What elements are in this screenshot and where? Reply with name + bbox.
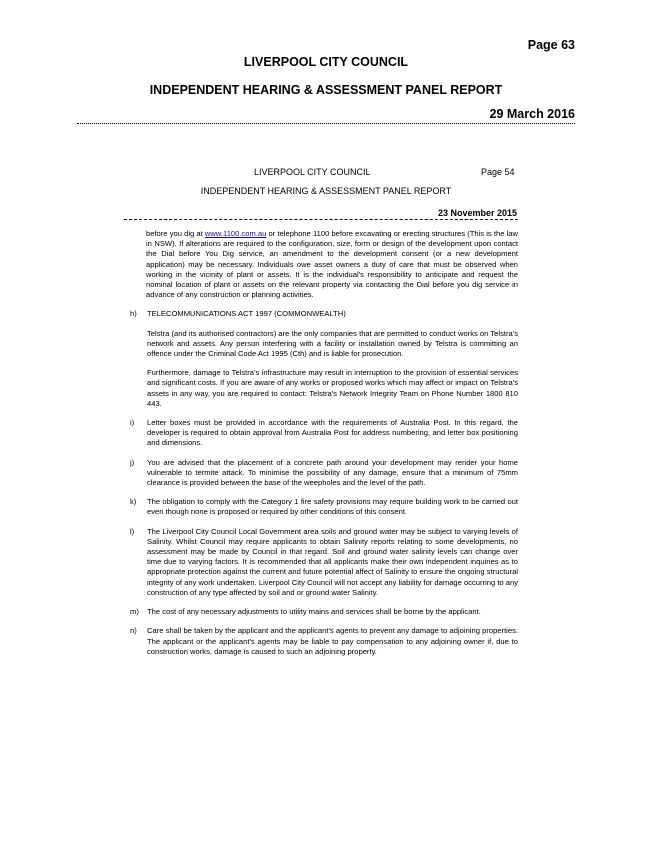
item-marker: m) xyxy=(130,607,139,617)
list-item xyxy=(136,368,518,409)
continuation-text-start: before you dig at xyxy=(146,229,205,238)
list-item xyxy=(130,497,518,517)
item-text: The cost of any necessary adjustments to utility mains and services shall be borne by the applicant. xyxy=(147,607,481,617)
item-text: Furthermore, damage to Telstra's infrastructure may result in interruption to the provision of essential services and significant costs. If you are aware of any works or proposed works which may affect or impact on Telstra's assets in any way, you are required to contact: Telstra's Network Integrity Team on Phone Number 1800 810 443. xyxy=(147,368,518,408)
dial-before-you-dig-link[interactable]: www.1100.com.au xyxy=(204,229,267,238)
item-marker: n) xyxy=(130,626,137,636)
list-item xyxy=(130,526,519,598)
inner-divider xyxy=(124,219,518,220)
item-text: Letter boxes must be provided in accordance with the requirements of Australia Post. In this regard, the developer is required to obtain approval from Australia Post for address numbering, and letter box positioning and dimensions. xyxy=(147,418,518,448)
item-text: Care shall be taken by the applicant and the applicant's agents to prevent any damage to adjoining properties. The applicant or the applicant's agents may be liable to pay compensation to any adjoining owner if, due to construction works, damage is caused to such an adjoining property. xyxy=(147,626,518,656)
item-marker xyxy=(130,329,147,360)
item-marker: l) xyxy=(130,526,135,536)
inner-page-number: Page 54 xyxy=(481,167,515,177)
inner-council-heading: LIVERPOOL CITY COUNCIL xyxy=(254,167,371,177)
item-text: The Liverpool City Council Local Government area soils and ground water may be subject to varying levels of Salinity. Whilst Council may require applicants to obtain Salinity reports relating to some developments, no assessment may be made by Council in that regard. Soil and ground water salinity levels can change over time due to varying factors. It is recommended that all applicants make their own independent inquiries as to appropriate protection against the current and future potential affect of Salinity to ensure the ongoing structural integrity of any work undertaken. Liverpool City Council will not accept any liability for damage occurring to any construction of any type affected by soil and or ground water Salinity. xyxy=(147,526,519,597)
outer-report-title: INDEPENDENT HEARING & ASSESSMENT PANEL REPORT xyxy=(149,83,503,97)
continuation-text-end: or telephone 1100 before excavating or erecting structures (This is the law in NSW). If alterations are required to the configuration, size, form or design of the development upon contact the Dial before You Dig service, an amendment to the development consent (or a new development application) may be necessary. Individuals owe asset owners a duty of care that must be observed when working in the vicinity of plant or assets. It is the individual's responsibility to anticipate and request the nominal location of plant or assets on the relevant property via contacting the Dial before you dig service in advance of any construction or planning activities. xyxy=(146,229,518,300)
item-marker: k) xyxy=(130,497,137,507)
item-marker xyxy=(130,368,147,409)
item-marker: i) xyxy=(130,418,135,428)
list-item xyxy=(130,607,518,617)
item-marker: j) xyxy=(130,457,135,467)
inner-report-title: INDEPENDENT HEARING & ASSESSMENT PANEL REPORT xyxy=(200,186,452,196)
inner-report-date: 23 November 2015 xyxy=(437,208,517,218)
item-text: You are advised that the placement of a concrete path around your development may render your home vulnerable to termite attack. To minimise the possibility of any damage, ensure that a minimum of 75mm clearance is provided between the base of the weepholes and the level of the path. xyxy=(147,457,518,488)
outer-divider xyxy=(77,123,575,124)
list-item xyxy=(130,418,518,449)
report-body xyxy=(130,229,519,666)
item-text: The obligation to comply with the Category 1 fire safety provisions may require building work to be carried out even though none is proposed or required by other conditions of this consent. xyxy=(147,497,518,517)
item-text: TELECOMMUNICATIONS ACT 1997 (COMMONWEALTH) xyxy=(147,309,346,319)
item-marker: h) xyxy=(130,309,137,319)
outer-council-heading: LIVERPOOL CITY COUNCIL xyxy=(243,55,409,69)
item-text: Telstra (and its authorised contractors) are the only companies that are permitted to conduct works on Telstra's network and assets. Any person interfering with a facility or installation owned by Telstra is committing an offence under the Criminal Code Act 1995 (Cth) and is liable for prosecution. xyxy=(147,328,518,359)
list-item xyxy=(136,329,518,360)
list-item xyxy=(130,457,518,489)
outer-report-date: 29 March 2016 xyxy=(489,107,575,121)
list-item xyxy=(130,626,518,657)
outer-page-number: Page 63 xyxy=(527,38,575,52)
continuation-paragraph xyxy=(136,229,518,300)
list-item xyxy=(130,309,518,319)
